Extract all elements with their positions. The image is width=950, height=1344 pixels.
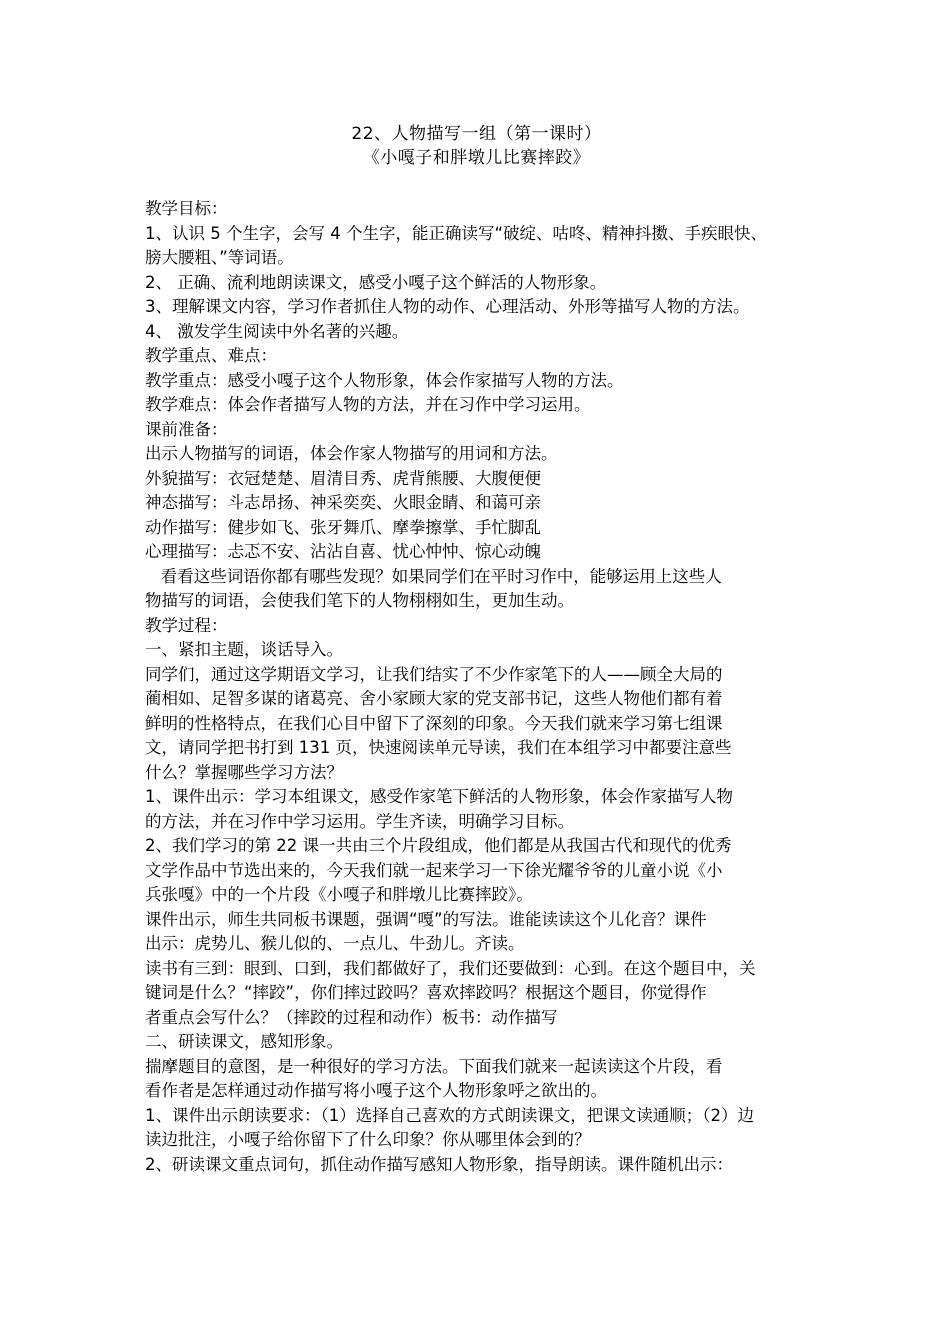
body-line: 2、 正确、流利地朗读课文，感受小嘎子这个鲜活的人物形象。	[145, 272, 607, 292]
body-line: 教学难点：体会作者描写人物的方法，并在习作中学习运用。	[145, 395, 591, 414]
document-title: 22、人物描写一组（第一课时）	[351, 124, 602, 144]
body-line: 物描写的词语，会使我们笔下的人物栩栩如生，更加生动。	[145, 591, 574, 610]
body-line: 的方法，并在习作中学习运用。学生齐读，明确学习目标。	[145, 811, 574, 831]
document-subtitle: 《小嘎子和胖墩儿比赛摔跤》	[362, 148, 591, 168]
body-line: 3、理解课文内容，学习作者抓住人物的动作、心理活动、外形等描写人物的方法。	[145, 297, 750, 316]
body-line: 揣摩题目的意图，是一种很好的学习方法。下面我们就来一起读读这个片段，看	[145, 1056, 723, 1076]
body-line: 一、紧扣主题，谈话导入。	[145, 640, 343, 659]
body-line: 文，请同学把书打到 131 页，快速阅读单元导读，我们在本组学习中都要注意些	[145, 738, 732, 757]
body-line: 课件出示，师生共同板书课题，强调“嘎”的写法。谁能读读这个儿化音？课件	[145, 909, 707, 929]
body-line: 1、认识 5 个生字，会写 4 个生字，能正确读写“破绽、咕咚、精神抖擞、手疾眼快、	[145, 223, 768, 243]
body-line: 1、课件出示朗读要求：（1）选择自己喜欢的方式朗读课文，把课文读通顺；（2）边	[145, 1105, 754, 1125]
body-line: 鲜明的性格特点，在我们心目中留下了深刻的印象。今天我们就来学习第七组课	[145, 713, 723, 733]
body-line: 4、 激发学生阅读中外名著的兴趣。	[145, 321, 409, 341]
body-line: 读边批注，小嘎子给你留下了什么印象？你从哪里体会到的？	[145, 1130, 591, 1149]
body-line: 看看这些词语你都有哪些发现？如果同学们在平时习作中，能够运用上这些人	[145, 566, 722, 586]
body-line: 二、研读课文，感知形象。	[145, 1032, 343, 1051]
body-line: 者重点会写什么？（摔跤的过程和动作）板书：动作描写	[145, 1007, 558, 1027]
body-line: 教学重点：感受小嘎子这个人物形象，体会作家描写人物的方法。	[145, 370, 624, 390]
body-line: 教学过程：	[145, 615, 228, 635]
body-line: 神态描写：斗志昂扬、神采奕奕、火眼金睛、和蔼可亲	[145, 493, 541, 512]
title-block	[145, 122, 808, 170]
body-line: 教学重点、难点：	[145, 346, 277, 365]
body-line: 心理描写：忐忑不安、沾沾自喜、忧心忡忡、惊心动魄	[145, 542, 541, 561]
document-page	[145, 122, 808, 1177]
body-line: 2、我们学习的第 22 课一共由三个片段组成，他们都是从我国古代和现代的优秀	[145, 836, 732, 855]
document-body	[145, 197, 808, 1177]
body-line: 读书有三到：眼到、口到，我们都做好了，我们还要做到：心到。在这个题目中，关	[145, 958, 756, 978]
body-line: 键词是什么？“摔跤”，你们摔过跤吗？喜欢摔跤吗？根据这个题目，你觉得作	[145, 983, 707, 1002]
body-line: 出示：虎势儿、猴儿似的、一点儿、牛劲儿。齐读。	[145, 934, 525, 953]
body-line: 2、研读课文重点词句，抓住动作描写感知人物形象，指导朗读。课件随机出示：	[145, 1154, 733, 1174]
body-line: 出示人物描写的词语，体会作家人物描写的用词和方法。	[145, 444, 558, 463]
body-line: 什么？掌握哪些学习方法？	[145, 762, 343, 782]
body-line: 1、课件出示：学习本组课文，感受作家笔下鲜活的人物形象，体会作家描写人物	[145, 787, 733, 806]
body-line: 外貌描写：衣冠楚楚、眉清目秀、虎背熊腰、大腹便便	[145, 468, 541, 488]
body-line: 看作者是怎样通过动作描写将小嘎子这个人物形象呼之欲出的。	[145, 1081, 607, 1100]
body-line: 膀大腰粗、”等词语。	[145, 248, 294, 267]
body-line: 蔺相如、足智多谋的诸葛亮、舍小家顾大家的党支部书记，这些人物他们都有着	[145, 689, 723, 708]
body-line: 文学作品中节选出来的，今天我们就一起来学习一下徐光耀爷爷的儿童小说《小	[145, 860, 723, 880]
body-line: 兵张嘎》中的一个片段《小嘎子和胖墩儿比赛摔跤》。	[145, 885, 533, 904]
body-line: 教学目标：	[145, 199, 228, 218]
body-line: 同学们，通过这学期语文学习，让我们结实了不少作家笔下的人——顾全大局的	[145, 664, 723, 684]
body-line: 课前准备：	[145, 419, 228, 439]
body-line: 动作描写：健步如飞、张牙舞爪、摩拳擦掌、手忙脚乱	[145, 517, 541, 537]
